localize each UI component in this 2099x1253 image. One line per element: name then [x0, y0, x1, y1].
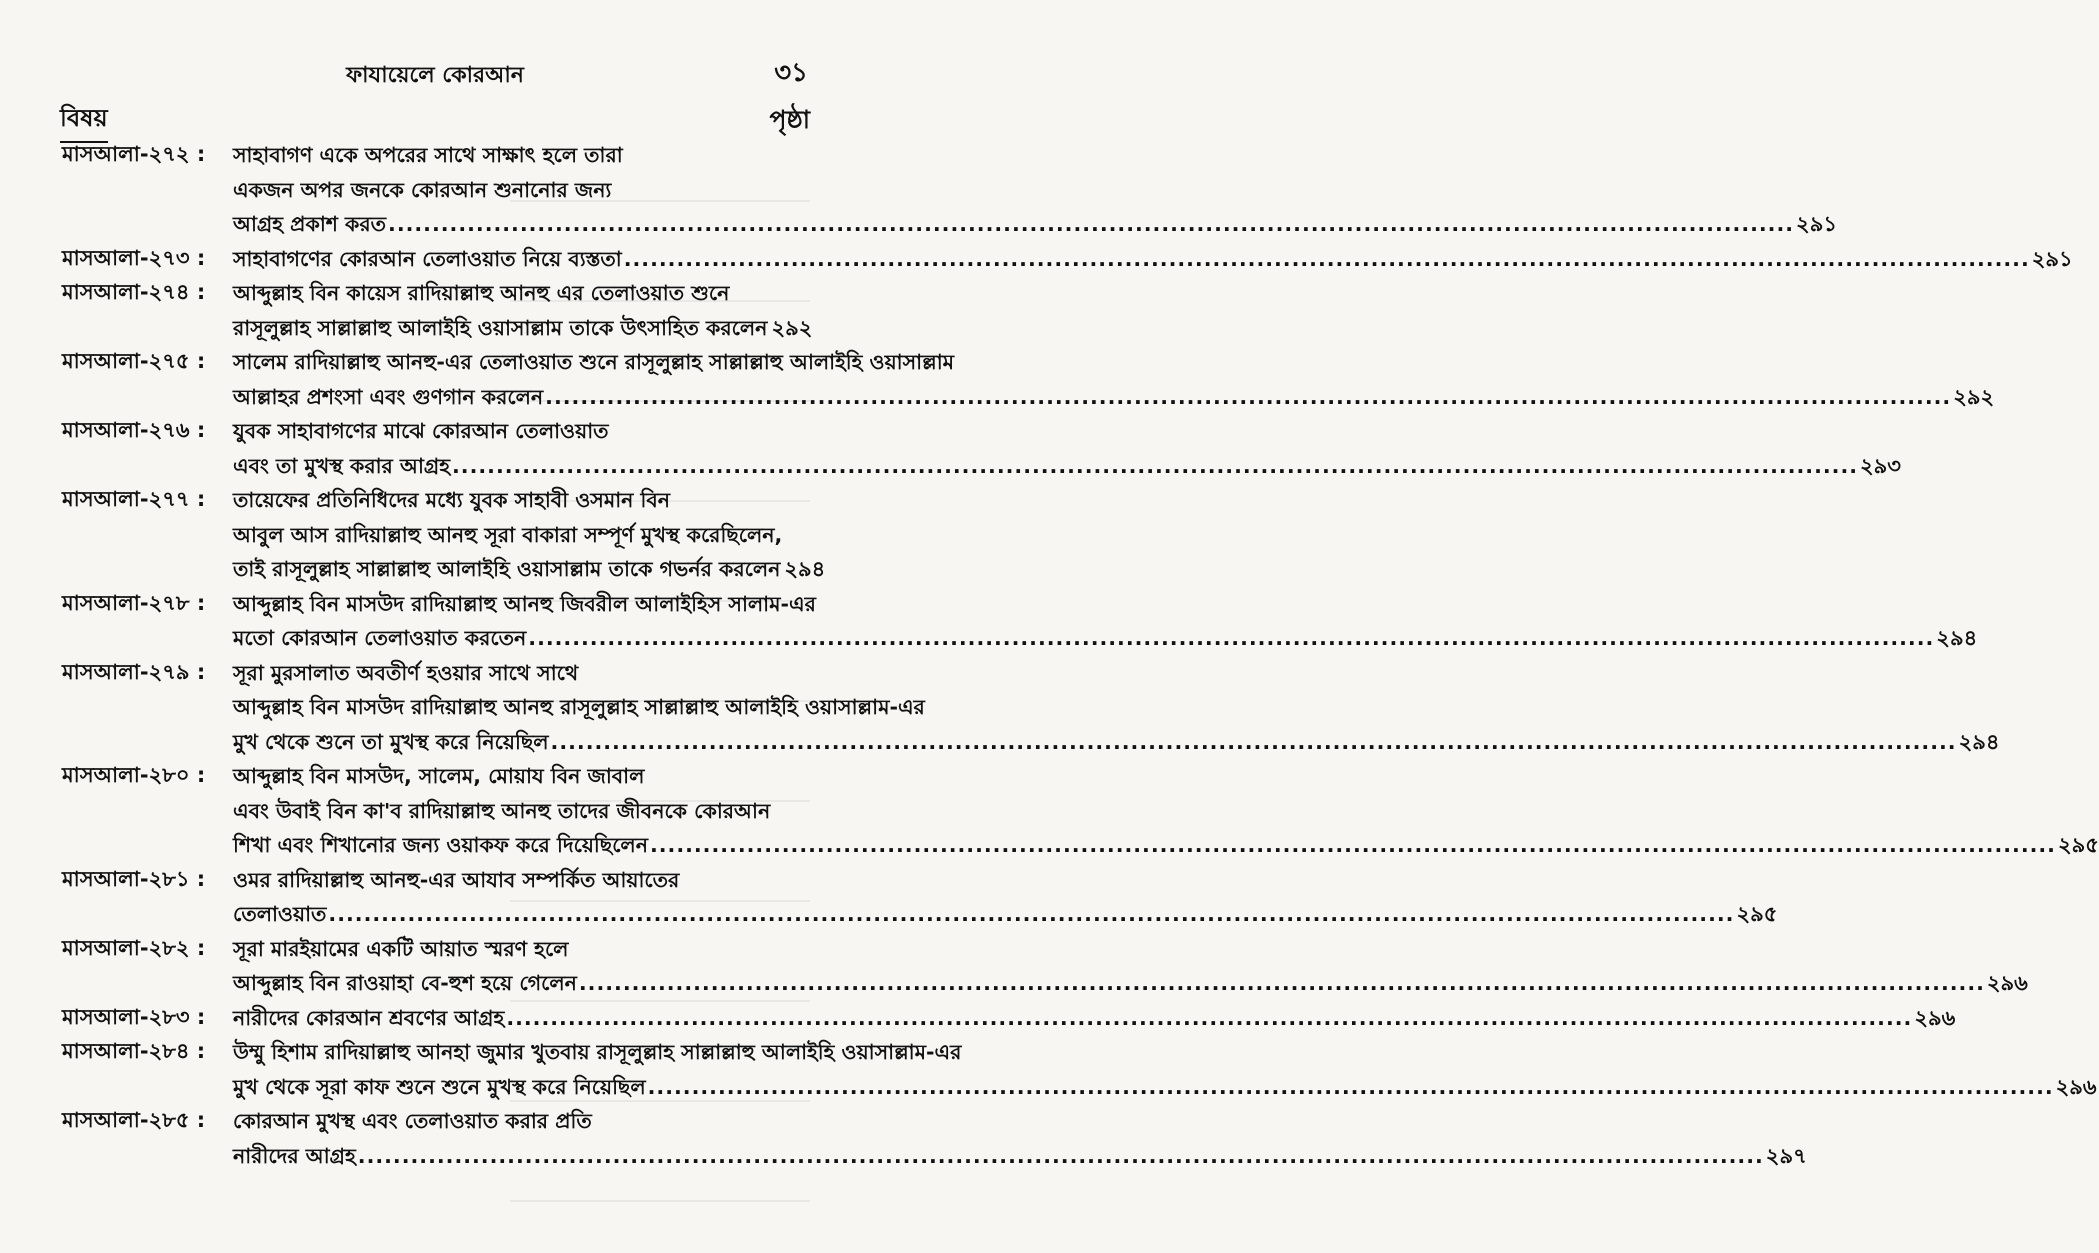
- entry-line: সূরা মুরসালাত অবতীর্ণ হওয়ার সাথে সাথে: [233, 660, 579, 685]
- entry-line: [233, 242, 2073, 277]
- entry-text: মতো কোরআন তেলাওয়াত করতেন: [233, 626, 527, 650]
- entry-line: সূরা মারইয়ামের একটি আয়াত স্মরণ হলে: [233, 936, 569, 961]
- entry-page-number: ২৯৪: [1936, 626, 1978, 650]
- entry-page-number: ২৯১: [2031, 246, 2073, 271]
- contents-entry: [0, 1001, 1956, 1036]
- entry-label: মাসআলা-২৭৯ :: [62, 659, 206, 684]
- entry-page-number: ২৯৪: [784, 557, 826, 581]
- entry-text: তাই রাসূলুল্লাহ সাল্লাল্লাহু আলাইহি ওয়াসাল্লাম তাকে গভর্নর করলেন: [233, 557, 781, 581]
- entry-line: [233, 207, 1837, 242]
- entry-text: তেলাওয়াত: [233, 902, 327, 926]
- contents-entry: [0, 414, 1901, 483]
- entry-line: সাহাবাগণ একে অপরের সাথে সাক্ষাৎ হলে তারা: [233, 143, 623, 167]
- entry-line: কোরআন মুখস্থ এবং তেলাওয়াত করার প্রতি: [233, 1109, 592, 1133]
- contents-entry: [0, 1035, 2097, 1104]
- contents-entry: [0, 138, 1837, 242]
- entry-text: আব্দুল্লাহ বিন রাওয়াহা বে-হুশ হয়ে গেলেন: [233, 971, 577, 995]
- entry-page-number: ২৯৪: [1958, 729, 2000, 754]
- entry-line: [233, 828, 2099, 863]
- dot-leader: ................................................................................................................................................................: [452, 453, 1859, 478]
- entry-line: ওমর রাদিয়াল্লাহু আনহু-এর আযাব সম্পর্কিত আয়াতের: [233, 867, 680, 892]
- entry-label: মাসআলা-২৮৫ :: [62, 1108, 206, 1132]
- contents-entry: [0, 242, 2073, 277]
- entry-line: [233, 897, 1778, 932]
- column-heading-page: পৃষ্ঠা: [769, 105, 810, 134]
- entry-line: [233, 1001, 1956, 1036]
- entry-text: শিখা এবং শিখানোর জন্য ওয়াকফ করে দিয়েছিলেন: [233, 833, 648, 857]
- contents-entry: [0, 1104, 1807, 1173]
- dot-leader: ................................................................................................................................................................: [647, 1074, 2054, 1099]
- contents-entry: [0, 345, 1995, 414]
- entry-label: মাসআলা-২৭৬ :: [62, 418, 206, 442]
- entry-text: মুখ থেকে সূরা কাফ শুনে শুনে মুখস্থ করে নিয়েছিল: [233, 1074, 646, 1099]
- entry-text: আল্লাহর প্রশংসা এবং গুণগান করলেন: [233, 384, 544, 409]
- dot-leader: ................................................................................................................................................................: [550, 729, 1957, 754]
- dot-leader: ................................................................................................................................................................: [357, 1143, 1764, 1168]
- entry-line: [233, 1139, 1807, 1174]
- entry-page-number: ২৯৬: [2055, 1074, 2097, 1099]
- entry-page-number: ২৯৫: [2057, 833, 2099, 857]
- entry-page-number: ২৯৩: [1860, 453, 1901, 478]
- entry-text: সাহাবাগণের কোরআন তেলাওয়াত নিয়ে ব্যস্ততা: [233, 246, 622, 271]
- entry-text: নারীদের আগ্রহ: [233, 1143, 356, 1168]
- entry-line: [233, 311, 813, 346]
- entry-label: মাসআলা-২৭৪ :: [62, 280, 206, 304]
- entry-line: [233, 449, 1901, 484]
- entry-label: মাসআলা-২৭৩ :: [62, 245, 206, 270]
- dot-leader: ................................................................................................................................................................: [528, 626, 1935, 650]
- dot-leader: ................................................................................................................................................................: [388, 212, 1795, 236]
- entry-label: মাসআলা-২৭৭ :: [62, 487, 206, 511]
- contents-entry: [0, 587, 1978, 656]
- contents-entry: [0, 863, 1778, 932]
- entry-label: মাসআলা-২৮২ :: [62, 935, 206, 960]
- contents-entry: [0, 932, 2028, 1001]
- entry-line: আবুল আস রাদিয়াল্লাহু আনহু সূরা বাকারা সম্পূর্ণ মুখস্থ করেছিলেন,: [233, 522, 783, 547]
- entry-text: এবং তা মুখস্থ করার আগ্রহ: [233, 453, 450, 478]
- entry-text: রাসূলুল্লাহ সাল্লাল্লাহু আলাইহি ওয়াসাল্লাম তাকে উৎসাহিত করলেন: [233, 315, 768, 340]
- entry-line: একজন অপর জনকে কোরআন শুনানোর জন্য: [233, 177, 612, 202]
- entry-line: [233, 725, 2000, 760]
- dot-leader: ................................................................................................................................................................: [328, 902, 1735, 926]
- dot-leader: ................................................................................................................................................................: [623, 246, 2030, 271]
- entry-line: [233, 1070, 2097, 1105]
- entry-line: আব্দুল্লাহ বিন মাসউদ, সালেম, মোয়ায বিন জাবাল: [233, 764, 645, 788]
- entry-line: উম্মু হিশাম রাদিয়াল্লাহু আনহা জুমার খুতবায় রাসূলুল্লাহ সাল্লাল্লাহু আলাইহি ওয়াসাল্লাম-এর: [233, 1040, 962, 1064]
- dot-leader: ................................................................................................................................................................: [578, 971, 1985, 995]
- entry-line: যুবক সাহাবাগণের মাঝে কোরআন তেলাওয়াত: [233, 419, 609, 443]
- entry-line: আব্দুল্লাহ বিন কায়েস রাদিয়াল্লাহু আনহু এর তেলাওয়াত শুনে: [233, 281, 730, 305]
- entry-page-number: ২৯৬: [1986, 971, 2028, 995]
- entry-line: এবং উবাই বিন কা'ব রাদিয়াল্লাহু আনহু তাদের জীবনকে কোরআন: [233, 798, 771, 823]
- entry-line: [233, 380, 1995, 415]
- entry-label: মাসআলা-২৮৩ :: [62, 1004, 206, 1029]
- entry-label: মাসআলা-২৮০ :: [62, 763, 206, 787]
- dot-leader: ................................................................................................................................................................: [506, 1005, 1913, 1030]
- entry-line: [233, 552, 826, 587]
- entry-page-number: ২৯৬: [1914, 1005, 1956, 1030]
- entry-line: সালেম রাদিয়াল্লাহু আনহু-এর তেলাওয়াত শুনে রাসূলুল্লাহ সাল্লাল্লাহু আলাইহি ওয়াসাল্লাম: [233, 350, 955, 374]
- entry-label: মাসআলা-২৭৫ :: [62, 349, 206, 373]
- column-heading-subject: বিষয়: [60, 100, 108, 143]
- entry-page-number: ২৯১: [1796, 212, 1837, 236]
- entry-line: [233, 621, 1978, 656]
- entry-label: মাসআলা-২৭৮ :: [62, 590, 206, 615]
- contents-entry: [0, 276, 870, 345]
- entry-text: মুখ থেকে শুনে তা মুখস্থ করে নিয়েছিল: [233, 729, 549, 754]
- running-title: ফাযায়েলে কোরআন: [346, 63, 524, 88]
- entry-page-number: ২৯২: [1953, 384, 1995, 409]
- entry-label: মাসআলা-২৮১ :: [62, 866, 206, 891]
- contents-entry: [0, 483, 870, 587]
- entry-page-number: ২৯২: [771, 315, 813, 340]
- contents-list: [0, 138, 2099, 1173]
- dot-leader: ................................................................................................................................................................: [545, 384, 1952, 409]
- entry-text: আগ্রহ প্রকাশ করত: [233, 212, 387, 236]
- entry-line: আব্দুল্লাহ বিন মাসউদ রাদিয়াল্লাহু আনহু রাসূলুল্লাহ সাল্লাল্লাহু আলাইহি ওয়াসাল্লাম-এর: [233, 695, 925, 719]
- entry-label: মাসআলা-২৭২ :: [62, 142, 206, 166]
- entry-page-number: ২৯৭: [1765, 1143, 1807, 1168]
- dot-leader: ................................................................................................................................................................: [649, 833, 2056, 857]
- entry-page-number: ২৯৫: [1736, 902, 1778, 926]
- contents-entry: [0, 656, 2000, 760]
- entry-text: নারীদের কোরআন শ্রবণের আগ্রহ: [233, 1005, 505, 1030]
- entry-line: আব্দুল্লাহ বিন মাসউদ রাদিয়াল্লাহু আনহু জিবরীল আলাইহিস সালাম-এর: [233, 591, 816, 616]
- entry-label: মাসআলা-২৮৪ :: [62, 1039, 206, 1063]
- contents-entry: [0, 759, 2099, 863]
- page-number: ৩১: [774, 58, 808, 88]
- entry-line: [233, 966, 2028, 1001]
- entry-line: তায়েফের প্রতিনিধিদের মধ্যে যুবক সাহাবী ওসমান বিন: [233, 488, 671, 512]
